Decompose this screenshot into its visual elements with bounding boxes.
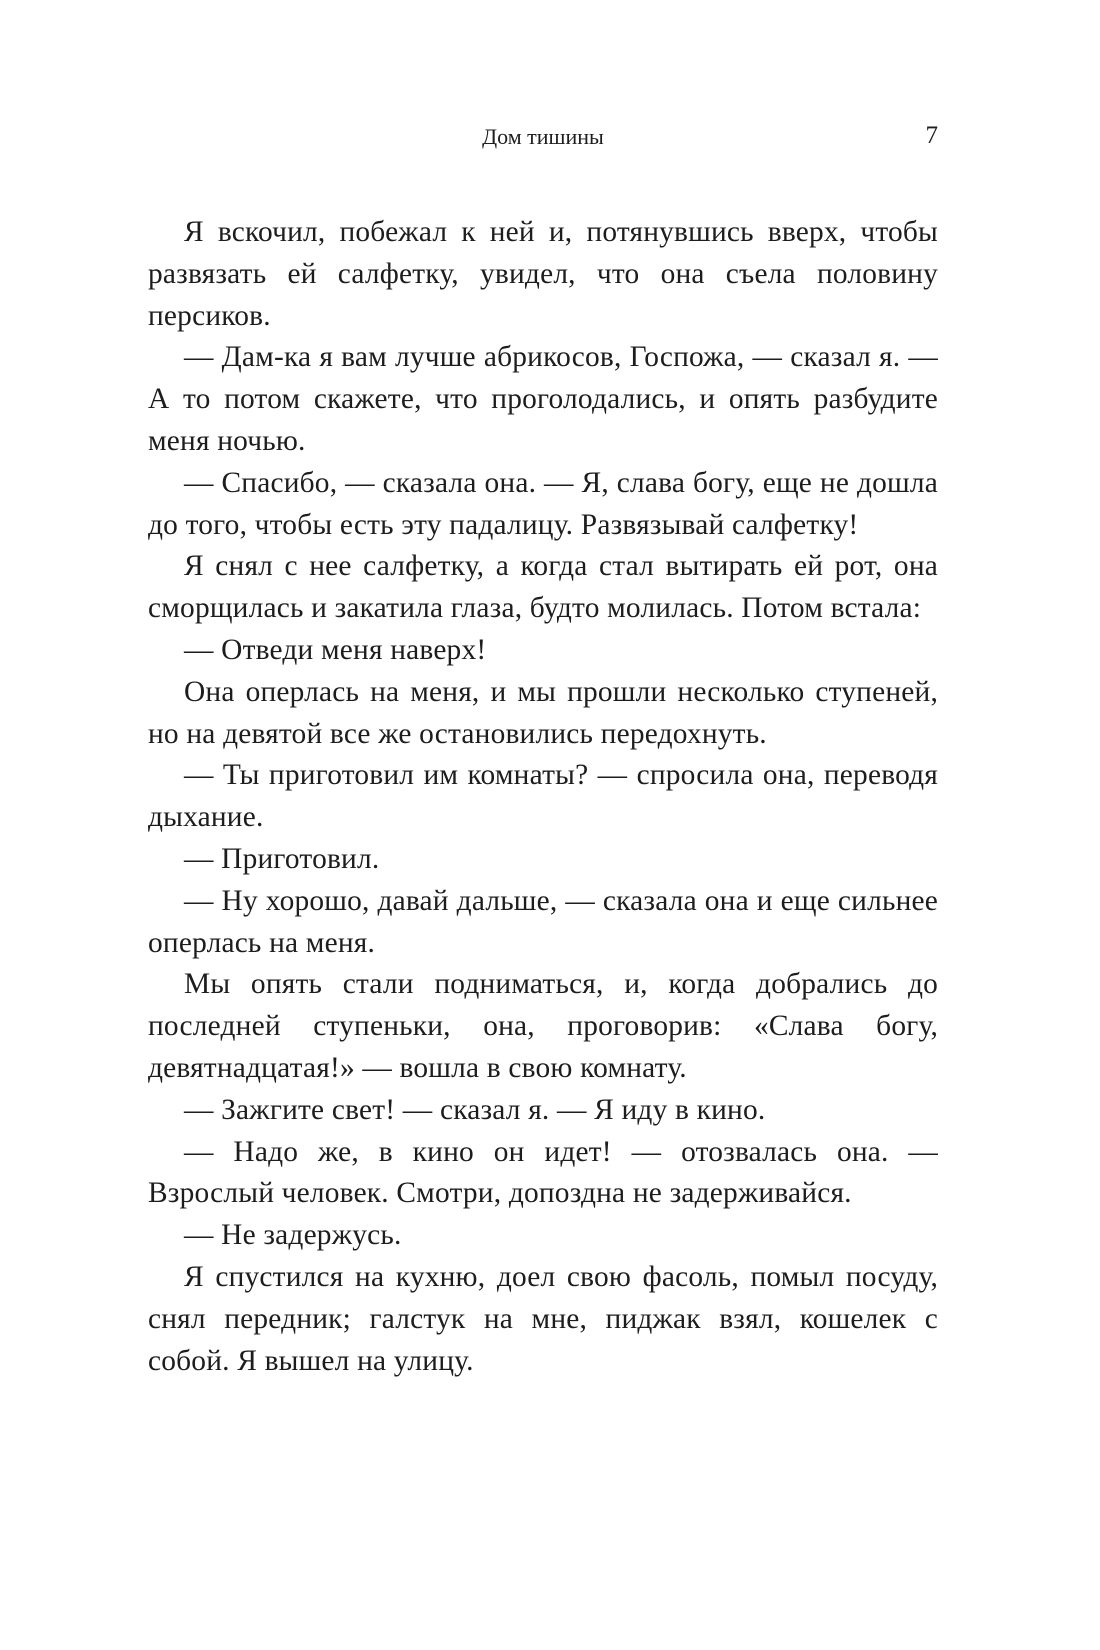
running-header [148, 120, 938, 160]
paragraph: — Ты приготовил им комнаты? — спросила она, переводя дыхание. [148, 759, 938, 834]
paragraph: Она оперлась на меня, и мы прошли несколько ступеней, но на девятой все же остановились передохнуть. [148, 675, 938, 750]
page-number: 7 [925, 122, 938, 149]
paragraph: — Отведи меня наверх! [184, 633, 487, 666]
paragraph: Я спустился на кухню, доел свою фасоль, помыл посуду, снял передник; галстук на мне, пиджак взял, кошелек с собой. Я вышел на улицу. [148, 1260, 938, 1377]
paragraph: Я снял с нее салфетку, а когда стал вытирать ей рот, она сморщилась и закатила глаза, будто молилась. Потом встала: [148, 550, 938, 625]
paragraph: Я вскочил, побежал к ней и, потянувшись вверх, чтобы развязать ей салфетку, увидел, что она съела половину персиков. [148, 216, 938, 332]
paragraph: — Надо же, в кино он идет! — отозвалась она. — Взрослый человек. Смотри, допоздна не задерживайся. [148, 1135, 938, 1210]
body-text [148, 212, 938, 1382]
paragraph: — Дам-ка я вам лучше абрикосов, Госпожа, — сказал я. — А то потом скажете, что проголодались, и опять разбудите меня ночью. [148, 341, 938, 457]
paragraph: — Спасибо, — сказала она. — Я, слава богу, еще не дошла до того, чтобы есть эту падалицу. Развязывай салфетку! [148, 466, 938, 541]
running-title: Дом тишины [482, 124, 604, 149]
book-page [148, 120, 938, 1382]
paragraph: Мы опять стали подниматься, и, когда добрались до последней ступеньки, она, проговорив: «Слава богу, девятнадцатая!» — вошла в свою комнату. [148, 968, 938, 1084]
paragraph: — Не задержусь. [184, 1219, 402, 1252]
paragraph: — Приготовил. [184, 842, 380, 875]
paragraph: — Ну хорошо, давай дальше, — сказала она и еще сильнее оперлась на меня. [148, 884, 938, 959]
paragraph: — Зажгите свет! — сказал я. — Я иду в кино. [184, 1093, 766, 1126]
